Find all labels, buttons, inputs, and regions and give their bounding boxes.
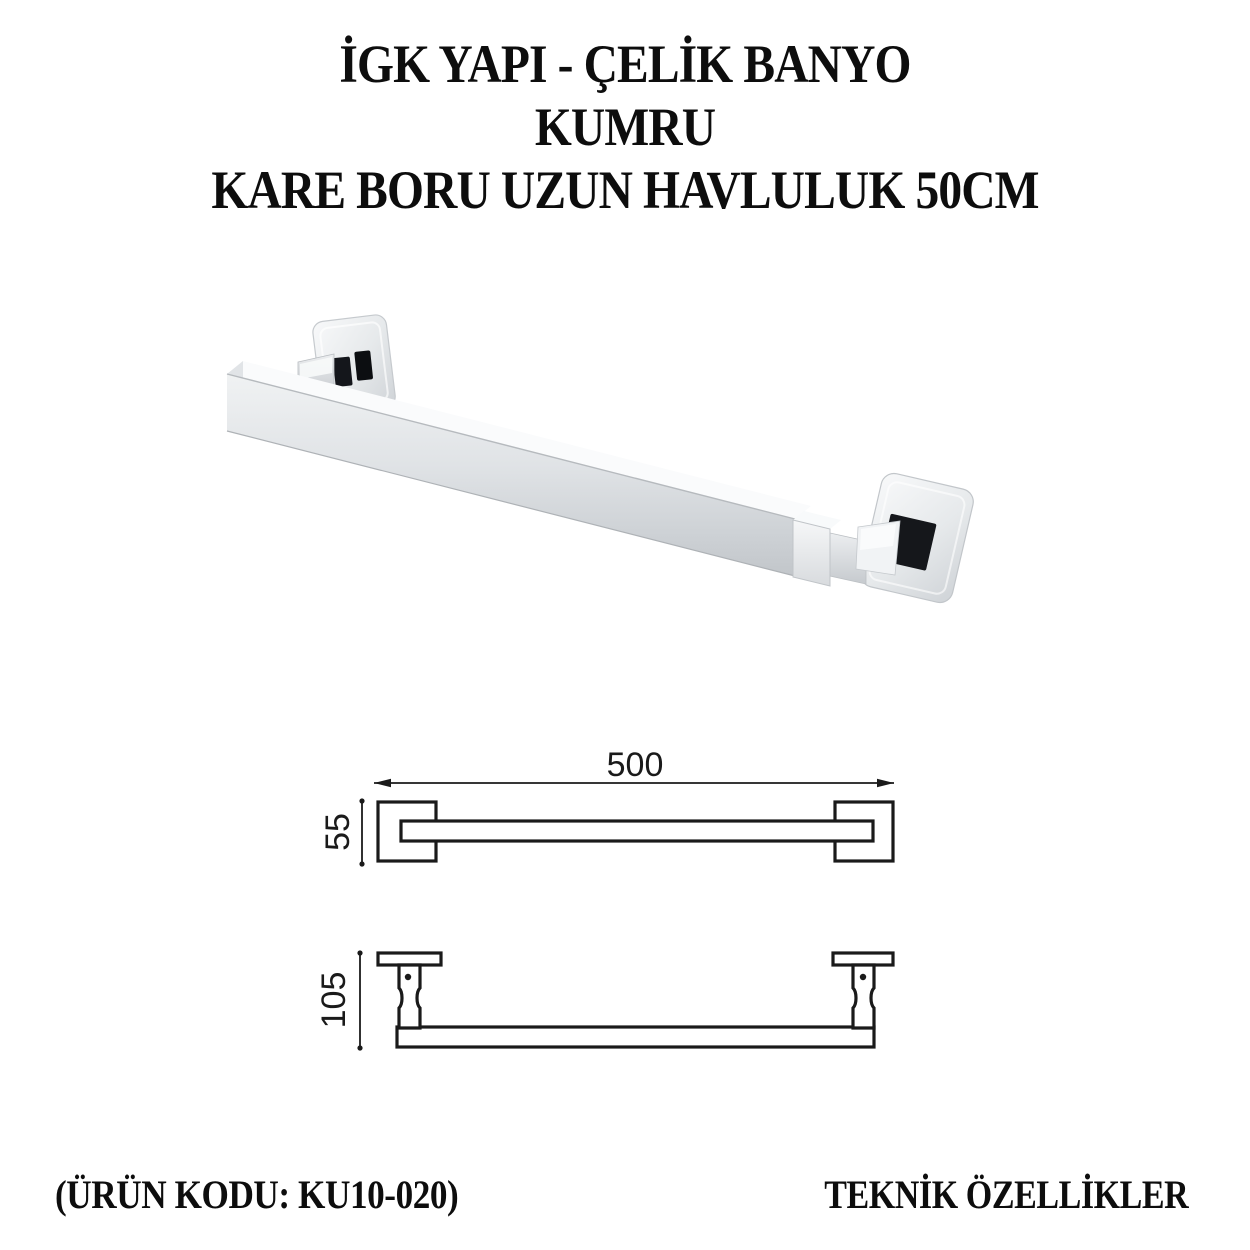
- title-line-series: KUMRU: [534, 97, 716, 157]
- side-left-bracket: [378, 953, 441, 1028]
- front-view: [319, 746, 894, 867]
- front-bar: [401, 821, 873, 841]
- side-view-depth-dimension: [357, 950, 362, 1050]
- towel-bar: [227, 361, 900, 586]
- left-mount-reflection-2: [354, 350, 373, 381]
- screw-hole-right: [860, 974, 866, 980]
- dim-arrow-left: [374, 779, 391, 787]
- bar-front-face: [227, 374, 795, 576]
- title-line-brand: İGK YAPI - ÇELİK BANYO: [339, 34, 911, 94]
- side-bar: [397, 1027, 874, 1047]
- bar-cap: [793, 520, 830, 586]
- screw-hole-left: [405, 974, 411, 980]
- footer-tech-label: TEKNİK ÖZELLİKLER: [823, 1172, 1188, 1217]
- technical-drawing: [315, 746, 894, 1051]
- title-line-product: KARE BORU UZUN HAVLULUK 50CM: [211, 160, 1039, 220]
- side-view: [315, 950, 893, 1050]
- dim-height-label: 55: [319, 813, 357, 851]
- front-view-height-dimension: [359, 798, 364, 866]
- product-photo: [227, 314, 976, 605]
- footer-product-code: (ÜRÜN KODU: KU10-020): [55, 1172, 459, 1217]
- left-mount-reflection-1: [333, 356, 353, 387]
- dim-depth-label: 105: [315, 971, 353, 1029]
- dim-arrow-right: [877, 779, 894, 787]
- side-right-bracket: [833, 953, 893, 1028]
- dim-width-label: 500: [606, 746, 664, 784]
